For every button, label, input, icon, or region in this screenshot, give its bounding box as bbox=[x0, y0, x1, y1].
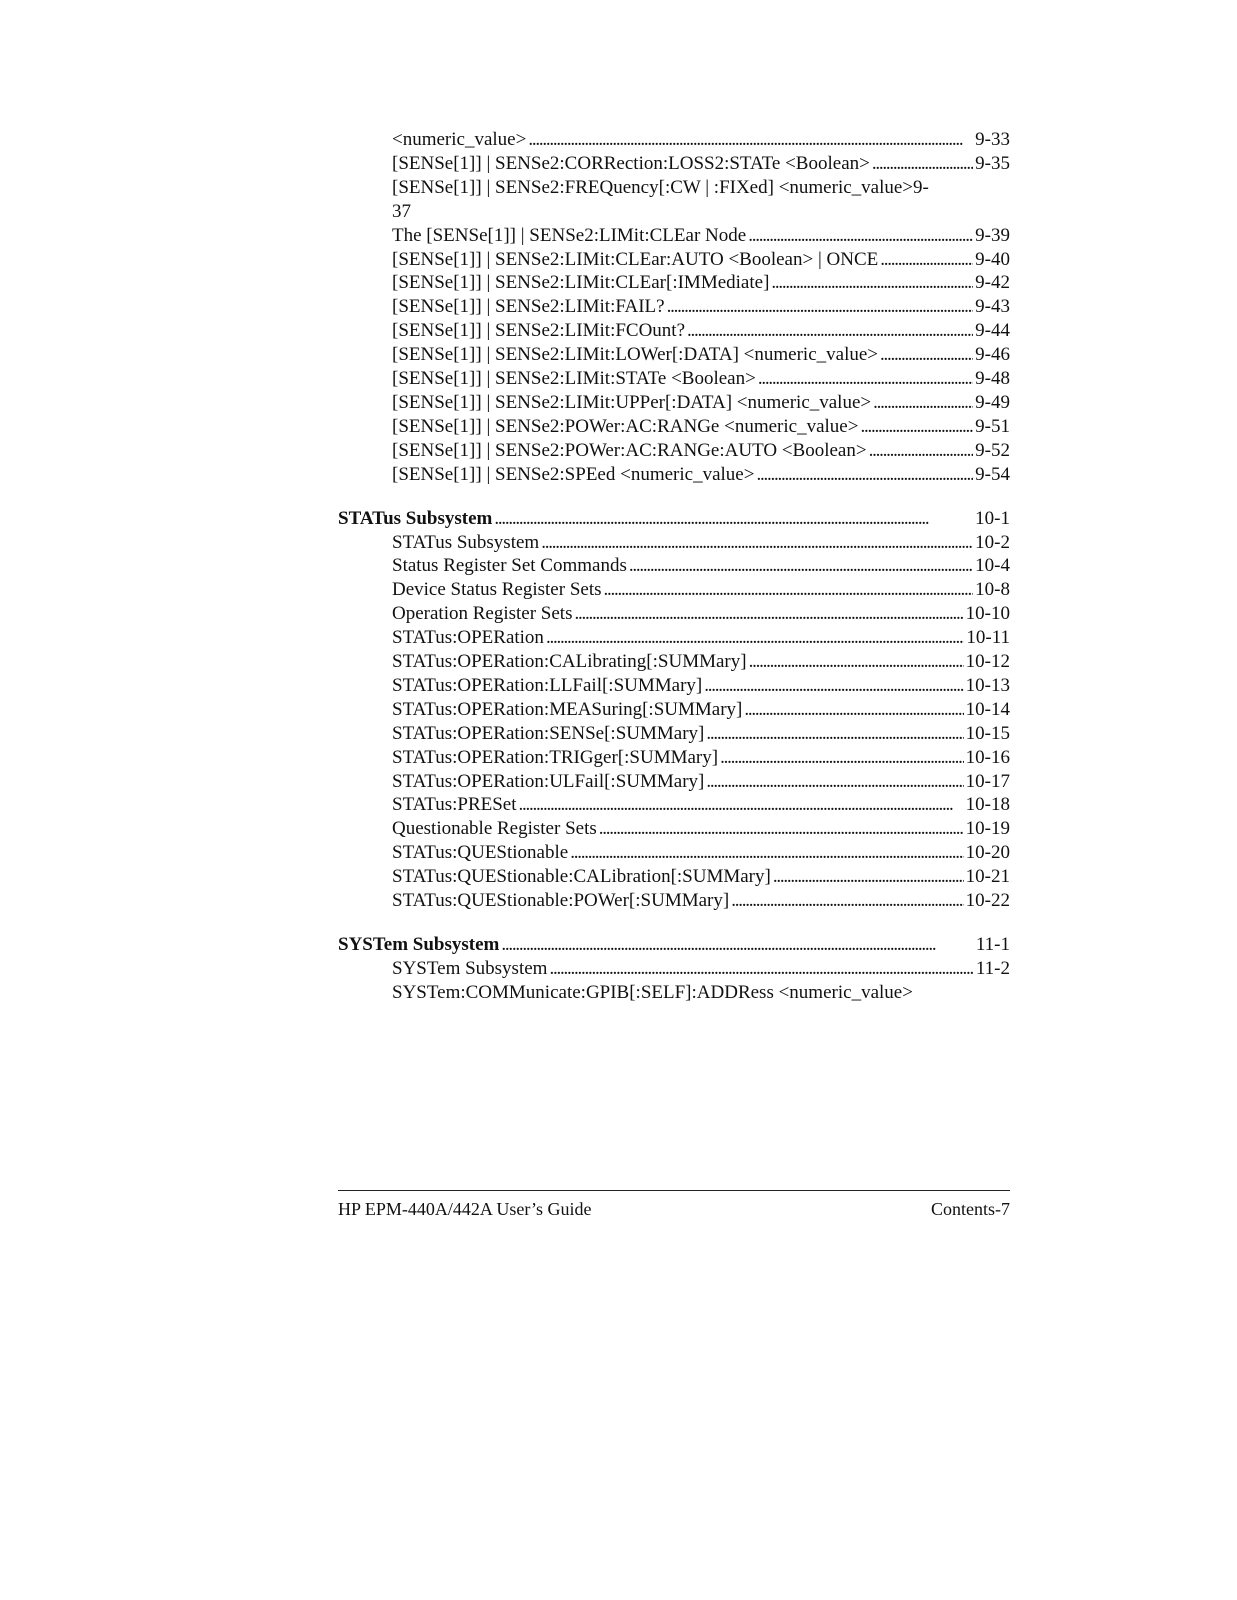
toc-entry bbox=[338, 200, 1010, 224]
toc-entry-page: 10-14 bbox=[965, 698, 1010, 720]
toc-entry-title: [SENSe[1]] | SENSe2:POWer:AC:RANGe:AUTO <Boolean> bbox=[392, 439, 867, 461]
toc-entry-title: STATus:PRESet bbox=[392, 794, 517, 816]
toc-entry-page: 11-1 bbox=[975, 934, 1010, 955]
dot-leader bbox=[744, 698, 963, 722]
page-footer bbox=[338, 1199, 1010, 1220]
toc-entry-page: 9-48 bbox=[975, 368, 1010, 390]
toc-entry bbox=[338, 463, 1010, 487]
toc-entry bbox=[338, 271, 1010, 295]
toc-entry-title: STATus:QUEStionable:CALibration[:SUMMary] bbox=[392, 866, 771, 888]
dot-leader bbox=[720, 746, 964, 770]
toc-entry-page: 9-51 bbox=[975, 415, 1010, 437]
toc-entry bbox=[338, 793, 1010, 817]
toc-entry bbox=[338, 128, 1010, 152]
toc-entry bbox=[338, 531, 1010, 555]
toc-entry-page: 9-46 bbox=[975, 344, 1010, 366]
toc-entry bbox=[338, 865, 1010, 889]
toc-entry-page: 10-21 bbox=[965, 866, 1010, 888]
toc-entry bbox=[338, 817, 1010, 841]
dot-leader bbox=[494, 507, 973, 531]
toc-entry-title: SYSTem:COMMunicate:GPIB[:SELF]:ADDRess <numeric_value> bbox=[392, 981, 913, 1003]
toc-entry-page: 9-52 bbox=[975, 439, 1010, 461]
dot-leader bbox=[667, 295, 974, 319]
toc-entry bbox=[338, 957, 1010, 981]
dot-leader bbox=[519, 793, 964, 817]
toc-entry-page: 9-39 bbox=[975, 224, 1010, 246]
toc-entry bbox=[338, 152, 1010, 176]
dot-leader bbox=[706, 722, 963, 746]
toc-entry bbox=[338, 674, 1010, 698]
toc-entry bbox=[338, 981, 1010, 1005]
toc-entry bbox=[338, 770, 1010, 794]
toc-entry-title: STATus:QUEStionable bbox=[392, 842, 569, 864]
dot-leader bbox=[574, 602, 963, 626]
toc-entry bbox=[338, 626, 1010, 650]
toc-entry-page: 10-12 bbox=[965, 651, 1010, 673]
toc-entry bbox=[338, 602, 1010, 626]
dot-leader bbox=[773, 865, 964, 889]
toc-entry bbox=[338, 889, 1010, 913]
toc-entry-page: 10-8 bbox=[975, 579, 1010, 601]
dot-leader bbox=[704, 674, 963, 698]
toc-entry-title: <numeric_value> bbox=[392, 129, 527, 150]
dot-leader bbox=[869, 439, 974, 463]
toc-entry-title: [SENSe[1]] | SENSe2:POWer:AC:RANGe <numeric_value> bbox=[392, 415, 859, 437]
toc-entry-title: Operation Register Sets bbox=[392, 603, 573, 625]
toc-entry bbox=[338, 224, 1010, 248]
toc-entry-title: STATus:OPERation:LLFail[:SUMMary] bbox=[392, 674, 703, 696]
toc-entry-title: [SENSe[1]] | SENSe2:LIMit:UPPer[:DATA] <numeric_value> bbox=[392, 391, 872, 413]
toc-entry-title: SYSTem Subsystem bbox=[392, 957, 548, 979]
toc-entry-title: 37 bbox=[392, 200, 411, 222]
toc-entry-title: [SENSe[1]] | SENSe2:LIMit:CLEar[:IMMediate] bbox=[392, 272, 770, 294]
toc-entry-page: 10-4 bbox=[975, 555, 1010, 577]
toc-entry-page: 10-18 bbox=[965, 794, 1010, 816]
toc-entry-page: 10-22 bbox=[965, 890, 1010, 912]
table-of-contents bbox=[338, 128, 1010, 1025]
dot-leader bbox=[748, 224, 973, 248]
dot-leader bbox=[541, 531, 973, 555]
toc-entry bbox=[338, 578, 1010, 602]
footer-document-title: HP EPM-440A/442A User’s Guide bbox=[338, 1199, 592, 1219]
toc-entry-title: Device Status Register Sets bbox=[392, 579, 602, 601]
dot-leader bbox=[731, 889, 963, 913]
dot-leader bbox=[749, 650, 964, 674]
dot-leader bbox=[706, 770, 963, 794]
toc-entry-title: [SENSe[1]] | SENSe2:FREQuency[:CW | :FIXed] <numeric_value>9- bbox=[392, 176, 929, 198]
toc-entry-page: 11-2 bbox=[975, 957, 1010, 979]
toc-entry-title: STATus:QUEStionable:POWer[:SUMMary] bbox=[392, 890, 730, 912]
toc-entry-title: [SENSe[1]] | SENSe2:LIMit:FCOunt? bbox=[392, 320, 686, 342]
toc-section-heading bbox=[338, 507, 1010, 531]
footer-divider bbox=[338, 1190, 1010, 1191]
toc-entry bbox=[338, 295, 1010, 319]
toc-entry bbox=[338, 367, 1010, 391]
toc-entry-title: Questionable Register Sets bbox=[392, 818, 597, 840]
footer-page-number: Contents-7 bbox=[931, 1199, 1010, 1219]
dot-leader bbox=[860, 415, 973, 439]
toc-entry-title: STATus:OPERation bbox=[392, 627, 544, 649]
toc-entry bbox=[338, 319, 1010, 343]
dot-leader bbox=[599, 817, 964, 841]
toc-entry-title: [SENSe[1]] | SENSe2:SPEed <numeric_value> bbox=[392, 463, 755, 485]
toc-entry bbox=[338, 248, 1010, 272]
toc-entry bbox=[338, 176, 1010, 200]
dot-leader bbox=[880, 343, 973, 367]
toc-entry-title: STATus:OPERation:CALibrating[:SUMMary] bbox=[392, 651, 747, 673]
toc-entry-title: STATus Subsystem bbox=[338, 507, 493, 529]
dot-leader bbox=[549, 957, 973, 981]
dot-leader bbox=[528, 128, 973, 152]
toc-entry bbox=[338, 391, 1010, 415]
toc-entry bbox=[338, 698, 1010, 722]
toc-entry bbox=[338, 650, 1010, 674]
toc-entry-title: STATus:OPERation:TRIGger[:SUMMary] bbox=[392, 746, 719, 768]
toc-entry-title: STATus:OPERation:ULFail[:SUMMary] bbox=[392, 770, 705, 792]
toc-entry bbox=[338, 841, 1010, 865]
toc-entry-page: 9-54 bbox=[975, 463, 1010, 485]
dot-leader bbox=[629, 554, 973, 578]
toc-entry bbox=[338, 415, 1010, 439]
toc-entry-title: [SENSe[1]] | SENSe2:LIMit:FAIL? bbox=[392, 296, 665, 318]
dot-leader bbox=[687, 319, 973, 343]
dot-leader bbox=[872, 152, 973, 176]
toc-entry-title: STATus:OPERation:MEASuring[:SUMMary] bbox=[392, 698, 743, 720]
toc-entry-page: 10-20 bbox=[965, 842, 1010, 864]
dot-leader bbox=[758, 367, 973, 391]
toc-entry-page: 10-17 bbox=[965, 770, 1010, 792]
toc-entry bbox=[338, 343, 1010, 367]
toc-entry-title: The [SENSe[1]] | SENSe2:LIMit:CLEar Node bbox=[392, 224, 747, 246]
toc-entry-title: [SENSe[1]] | SENSe2:LIMit:STATe <Boolean> bbox=[392, 368, 756, 390]
toc-entry-title: SYSTem Subsystem bbox=[338, 934, 500, 955]
toc-section bbox=[338, 507, 1010, 913]
toc-entry bbox=[338, 746, 1010, 770]
toc-entry-page: 10-1 bbox=[975, 507, 1010, 529]
dot-leader bbox=[873, 391, 973, 415]
toc-entry-title: STATus:OPERation:SENSe[:SUMMary] bbox=[392, 722, 705, 744]
dot-leader bbox=[880, 248, 973, 272]
dot-leader bbox=[771, 271, 973, 295]
toc-section bbox=[338, 933, 1010, 1005]
toc-entry-page: 10-2 bbox=[975, 531, 1010, 553]
dot-leader bbox=[570, 841, 963, 865]
toc-entry-page: 9-35 bbox=[975, 152, 1010, 174]
toc-section bbox=[338, 128, 1010, 487]
toc-entry-title: [SENSe[1]] | SENSe2:LIMit:CLEar:AUTO <Boolean> | ONCE bbox=[392, 248, 879, 270]
toc-entry-page: 10-11 bbox=[966, 627, 1010, 649]
toc-section-heading bbox=[338, 933, 1010, 957]
toc-entry-page: 10-10 bbox=[965, 603, 1010, 625]
dot-leader bbox=[756, 463, 973, 487]
toc-entry-page: 10-16 bbox=[965, 746, 1010, 768]
dot-leader bbox=[604, 578, 974, 602]
dot-leader bbox=[546, 626, 964, 650]
toc-entry-page: 9-42 bbox=[975, 272, 1010, 294]
toc-entry bbox=[338, 722, 1010, 746]
dot-leader bbox=[501, 933, 974, 957]
toc-entry-page: 9-33 bbox=[975, 129, 1010, 150]
toc-entry-page: 9-40 bbox=[975, 248, 1010, 270]
toc-entry-page: 10-15 bbox=[965, 722, 1010, 744]
toc-entry-page: 10-13 bbox=[965, 674, 1010, 696]
toc-entry-page: 9-49 bbox=[975, 391, 1010, 413]
toc-entry bbox=[338, 439, 1010, 463]
toc-entry-page: 9-43 bbox=[975, 296, 1010, 318]
toc-entry-title: STATus Subsystem bbox=[392, 531, 540, 553]
toc-entry-page: 9-44 bbox=[975, 320, 1010, 342]
toc-entry-title: Status Register Set Commands bbox=[392, 555, 627, 577]
toc-entry-title: [SENSe[1]] | SENSe2:LIMit:LOWer[:DATA] <numeric_value> bbox=[392, 344, 878, 366]
toc-entry bbox=[338, 554, 1010, 578]
toc-entry-page: 10-19 bbox=[965, 818, 1010, 840]
toc-entry-title: [SENSe[1]] | SENSe2:CORRection:LOSS2:STATe <Boolean> bbox=[392, 152, 870, 174]
